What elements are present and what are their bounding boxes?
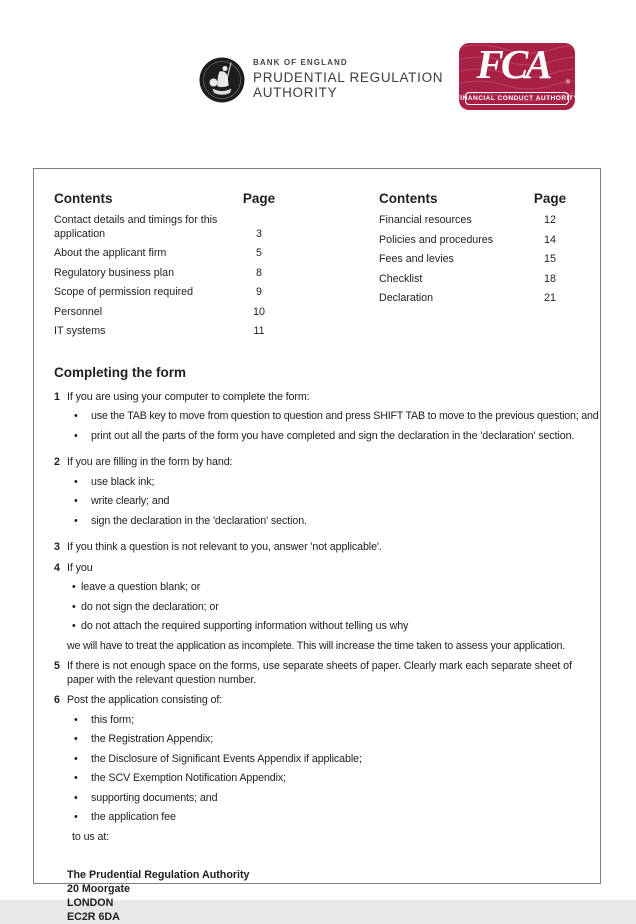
- fca-tagline: FINANCIAL CONDUCT AUTHORITY: [465, 92, 569, 105]
- completing-the-form-section: [54, 365, 582, 924]
- page-heading: Page: [529, 191, 571, 206]
- instruction-number: 1: [54, 391, 67, 450]
- bullet-text: leave a question blank; or: [81, 581, 200, 595]
- instruction-number: 3: [54, 541, 67, 555]
- bullet-icon: •: [67, 515, 91, 529]
- bullet-item: [67, 620, 582, 634]
- toc-row: [54, 306, 279, 320]
- instruction-body: [67, 391, 582, 450]
- bullet-item: [67, 733, 582, 747]
- toc-right-header: [379, 191, 571, 206]
- bullet-item: [67, 581, 582, 595]
- toc-left-column: [54, 191, 279, 345]
- toc-row: [54, 325, 279, 339]
- bullet-item: [67, 792, 582, 806]
- bullet-item: [67, 495, 582, 509]
- boe-authority-label: AUTHORITY: [253, 85, 443, 100]
- toc-row: [379, 273, 571, 287]
- boe-bank-of-england-label: BANK OF ENGLAND: [253, 58, 443, 67]
- bullet-icon: •: [67, 714, 91, 728]
- bullet-text: use the TAB key to move from question to question and press SHIFT TAB to move to the previous question; and: [91, 410, 599, 424]
- bullet-icon: •: [67, 792, 91, 806]
- section-title: Completing the form: [54, 365, 582, 380]
- bullet-item: [67, 601, 582, 615]
- content-border-box: [33, 168, 601, 884]
- instruction-text: If there is not enough space on the forms, use separate sheets of paper. Clearly mark each separate sheet of paper with the relevant question number.: [67, 660, 582, 687]
- bullet-text: write clearly; and: [91, 495, 169, 509]
- instruction-tail-text: to us at:: [72, 831, 582, 845]
- instruction-text: If you are using your computer to complete the form:: [67, 391, 582, 405]
- toc-entry-page: 3: [239, 228, 279, 242]
- instruction-body: [67, 660, 582, 687]
- page-heading: Page: [239, 191, 279, 206]
- toc-entry-page: 10: [239, 306, 279, 320]
- bullet-list: [67, 581, 582, 634]
- fca-acronym: FCA: [459, 41, 567, 87]
- instruction-item: [54, 694, 582, 844]
- bullet-item: [67, 410, 582, 424]
- instruction-text: If you: [67, 562, 582, 576]
- instruction-item: [54, 391, 582, 450]
- instruction-item: [54, 562, 582, 654]
- fca-logo: [459, 43, 575, 110]
- address-line: EC2R 6DA: [67, 910, 582, 924]
- bullet-icon: •: [67, 753, 91, 767]
- postal-address: [67, 868, 582, 924]
- contents-heading: Contents: [54, 191, 239, 206]
- toc-row: [379, 292, 571, 306]
- toc-entry-label: Scope of permission required: [54, 286, 239, 300]
- bullet-item: [67, 811, 582, 825]
- boe-logo-text: [253, 58, 443, 100]
- bullet-icon: •: [67, 733, 91, 747]
- toc-left-header: [54, 191, 279, 206]
- bullet-text: print out all the parts of the form you have completed and sign the declaration in the 'declaration' section.: [91, 430, 574, 444]
- toc-entry-page: 15: [529, 253, 571, 267]
- toc-entry-page: 8: [239, 267, 279, 281]
- registered-trademark-icon: ®: [566, 80, 570, 86]
- toc-row: [379, 253, 571, 267]
- toc-entry-page: 14: [529, 234, 571, 248]
- toc-entry-label: Checklist: [379, 273, 529, 287]
- instruction-body: [67, 562, 582, 654]
- toc-entry-label: Regulatory business plan: [54, 267, 239, 281]
- bullet-icon: •: [67, 601, 81, 615]
- instruction-body: [67, 456, 582, 534]
- bullet-list: [67, 714, 582, 825]
- toc-entry-label: Financial resources: [379, 214, 529, 228]
- toc-row: [379, 234, 571, 248]
- contents-heading: Contents: [379, 191, 529, 206]
- toc-entry-label: Contact details and timings for this application: [54, 214, 239, 241]
- bullet-icon: •: [67, 430, 91, 444]
- bullet-item: [67, 515, 582, 529]
- instruction-item: [54, 660, 582, 687]
- bullet-item: [67, 753, 582, 767]
- bullet-text: use black ink;: [91, 476, 154, 490]
- toc-row: [54, 267, 279, 281]
- toc-entry-label: Policies and procedures: [379, 234, 529, 248]
- toc-row: [54, 247, 279, 261]
- instruction-item: [54, 541, 582, 555]
- boe-prudential-regulation-label: PRUDENTIAL REGULATION: [253, 70, 443, 85]
- toc-entry-label: Declaration: [379, 292, 529, 306]
- instruction-number: 2: [54, 456, 67, 534]
- bullet-item: [67, 714, 582, 728]
- instruction-text: Post the application consisting of:: [67, 694, 582, 708]
- address-line: The Prudential Regulation Authority: [67, 868, 582, 882]
- bullet-icon: •: [67, 495, 91, 509]
- bullet-list: [67, 410, 582, 443]
- bullet-list: [67, 476, 582, 529]
- bullet-item: [67, 430, 582, 444]
- bank-of-england-emblem-icon: [199, 57, 245, 103]
- instruction-number: 6: [54, 694, 67, 844]
- bullet-text: supporting documents; and: [91, 792, 217, 806]
- bullet-icon: •: [67, 811, 91, 825]
- bullet-text: this form;: [91, 714, 134, 728]
- toc-entry-page: 5: [239, 247, 279, 261]
- instruction-body: [67, 541, 582, 555]
- instruction-text: If you are filling in the form by hand:: [67, 456, 582, 470]
- bullet-item: [67, 476, 582, 490]
- bullet-text: the SCV Exemption Notification Appendix;: [91, 772, 286, 786]
- address-line: 20 Moorgate: [67, 882, 582, 896]
- table-of-contents: [54, 191, 582, 345]
- instruction-number: 5: [54, 660, 67, 687]
- toc-entry-label: Fees and levies: [379, 253, 529, 267]
- bullet-text: sign the declaration in the 'declaration' section.: [91, 515, 307, 529]
- toc-row: [54, 214, 279, 241]
- britannia-seal-icon: [199, 57, 245, 103]
- toc-entry-page: 21: [529, 292, 571, 306]
- toc-entry-page: 12: [529, 214, 571, 228]
- bullet-text: do not sign the declaration; or: [81, 601, 219, 615]
- bullet-text: do not attach the required supporting information without telling us why: [81, 620, 408, 634]
- instruction-body: [67, 694, 582, 844]
- instruction-text: If you think a question is not relevant to you, answer 'not applicable'.: [67, 541, 582, 555]
- toc-entry-page: 11: [239, 325, 279, 339]
- bullet-text: the application fee: [91, 811, 176, 825]
- toc-entry-page: 18: [529, 273, 571, 287]
- bullet-item: [67, 772, 582, 786]
- toc-row: [54, 286, 279, 300]
- bullet-icon: •: [67, 410, 91, 424]
- bullet-text: the Disclosure of Significant Events Appendix if applicable;: [91, 753, 362, 767]
- toc-entry-label: About the applicant firm: [54, 247, 239, 261]
- bullet-icon: •: [67, 581, 81, 595]
- address-line: LONDON: [67, 896, 582, 910]
- toc-right-column: [379, 191, 571, 345]
- instruction-item: [54, 456, 582, 534]
- bullet-icon: •: [67, 620, 81, 634]
- toc-row: [379, 214, 571, 228]
- bullet-icon: •: [67, 772, 91, 786]
- toc-entry-label: Personnel: [54, 306, 239, 320]
- bullet-text: the Registration Appendix;: [91, 733, 213, 747]
- toc-entry-label: IT systems: [54, 325, 239, 339]
- toc-entry-page: 9: [239, 286, 279, 300]
- instruction-tail-text: we will have to treat the application as incomplete. This will increase the time taken to assess your application.: [67, 640, 582, 654]
- bullet-icon: •: [67, 476, 91, 490]
- instruction-number: 4: [54, 562, 67, 654]
